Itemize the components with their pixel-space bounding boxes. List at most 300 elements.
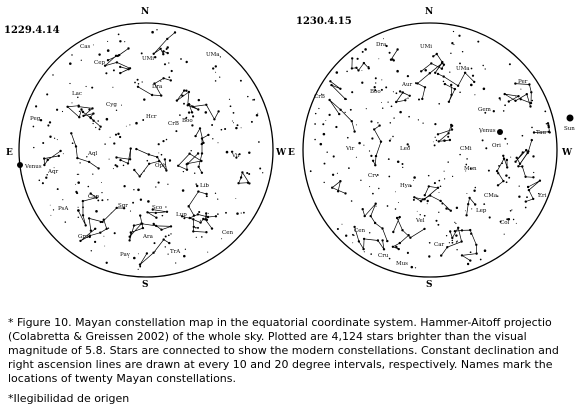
star <box>390 139 391 140</box>
star <box>188 91 190 93</box>
star <box>50 215 51 216</box>
star <box>148 153 150 155</box>
star <box>473 81 475 83</box>
star <box>140 222 142 224</box>
star <box>517 165 519 167</box>
star <box>369 232 370 233</box>
star <box>508 177 510 179</box>
star <box>377 122 378 123</box>
star <box>473 190 475 192</box>
star <box>404 99 406 101</box>
star <box>94 241 96 243</box>
star <box>374 164 376 166</box>
star <box>71 102 72 103</box>
star <box>470 251 472 253</box>
figure-caption: * Figure 10. Mayan constellation map in the equatorial coordinate system. Hammer-Aitoff projectio (Colabretta & Greissen 2002) of the whole sky. Plotted are 4,124 stars brighter than the visual magnitude of 5.8. Stars are connected to show the modern constellations. Constant declination and right ascension lines are drawn at every 10 and 20 degree intervals, respectively. Names mark the locations of twenty Mayan constellations. <box>8 316 559 385</box>
star <box>117 133 119 135</box>
star <box>104 143 105 144</box>
star <box>164 158 166 160</box>
star <box>180 58 182 60</box>
star <box>240 80 242 82</box>
sun-dot-1230 <box>567 115 574 122</box>
star <box>362 248 364 250</box>
constellation-label: Col <box>500 220 510 226</box>
star <box>139 263 141 265</box>
star <box>215 72 216 73</box>
star <box>71 54 72 55</box>
star <box>169 161 170 162</box>
star <box>350 109 352 111</box>
star <box>533 131 535 133</box>
star <box>133 169 135 171</box>
star <box>527 186 529 188</box>
star <box>424 194 426 196</box>
star <box>516 157 518 159</box>
star <box>502 180 504 182</box>
north-label-1229: N <box>141 7 150 17</box>
star <box>174 31 176 33</box>
star <box>371 137 373 139</box>
star <box>151 94 153 96</box>
star <box>108 228 109 229</box>
star <box>392 136 393 137</box>
star <box>241 213 242 214</box>
star <box>191 111 193 113</box>
star <box>482 139 484 141</box>
star <box>107 59 109 61</box>
star <box>211 124 213 126</box>
star <box>62 111 63 112</box>
star <box>451 128 453 130</box>
star <box>392 246 394 248</box>
star <box>339 88 341 90</box>
star <box>247 96 248 97</box>
star <box>389 140 391 142</box>
star <box>93 44 94 45</box>
south-label-1230: S <box>426 280 433 290</box>
star <box>506 159 508 161</box>
star <box>426 200 428 202</box>
star <box>399 111 402 114</box>
star <box>82 111 84 113</box>
constellation-label: TrA <box>170 249 181 255</box>
star <box>119 136 121 138</box>
star <box>457 227 459 229</box>
star <box>215 65 217 67</box>
star <box>504 138 506 140</box>
star <box>342 224 343 225</box>
star <box>434 123 436 125</box>
star <box>258 141 260 143</box>
star <box>199 221 201 223</box>
star <box>357 58 359 60</box>
star <box>215 193 216 194</box>
star <box>373 128 375 130</box>
star <box>449 71 450 72</box>
star <box>402 167 403 168</box>
star <box>79 162 80 163</box>
star <box>79 240 81 242</box>
star <box>364 215 366 217</box>
star <box>42 182 44 184</box>
star <box>506 166 508 168</box>
star <box>396 92 398 94</box>
star <box>330 84 332 86</box>
star <box>143 170 144 171</box>
star <box>398 202 399 203</box>
star <box>485 68 486 69</box>
constellation-label: CrB <box>168 121 179 127</box>
star <box>369 150 370 151</box>
star <box>110 137 111 138</box>
star <box>146 211 148 213</box>
star <box>329 80 331 82</box>
star <box>471 68 473 70</box>
star <box>508 100 510 102</box>
star <box>235 127 237 129</box>
map-date-1230: 1230.4.15 <box>296 16 352 27</box>
star <box>130 231 132 233</box>
star <box>416 82 418 84</box>
star <box>413 196 415 198</box>
star <box>142 81 143 82</box>
star <box>88 217 90 219</box>
star <box>188 205 190 207</box>
star <box>482 65 483 66</box>
star <box>124 41 125 42</box>
star <box>95 127 96 128</box>
star <box>336 71 339 74</box>
star <box>348 167 350 169</box>
star <box>70 132 72 134</box>
star <box>475 187 477 189</box>
star <box>437 224 439 226</box>
star <box>353 130 355 132</box>
star <box>406 98 407 99</box>
star <box>452 242 454 244</box>
star <box>129 67 131 69</box>
star <box>186 169 188 171</box>
star <box>114 232 116 234</box>
star <box>229 99 230 100</box>
star <box>338 113 340 115</box>
constellation-label: Sco <box>152 205 163 211</box>
star <box>224 128 226 130</box>
star <box>197 227 199 229</box>
venus-dot-1230 <box>497 129 503 135</box>
star <box>142 119 144 121</box>
star <box>207 216 209 218</box>
star <box>465 210 466 211</box>
star <box>502 155 504 157</box>
star <box>361 70 362 71</box>
star <box>154 56 156 58</box>
star <box>57 188 59 190</box>
star <box>497 172 499 174</box>
star <box>399 90 401 92</box>
star <box>358 240 360 242</box>
star <box>446 235 447 236</box>
constellation-label: Cen <box>222 230 234 236</box>
star <box>230 105 232 107</box>
star <box>380 141 382 143</box>
star <box>49 121 51 123</box>
venus-label-1230: Venus <box>479 128 496 134</box>
star <box>429 72 431 74</box>
star <box>69 62 72 65</box>
west-label-1229: W <box>276 148 287 158</box>
star <box>318 108 319 109</box>
star <box>363 145 364 146</box>
star <box>462 51 463 52</box>
star <box>77 209 79 211</box>
star <box>200 220 201 221</box>
star <box>499 97 501 99</box>
star <box>381 79 382 80</box>
star <box>47 159 49 161</box>
star <box>460 240 462 242</box>
star <box>369 186 370 187</box>
star <box>158 143 160 145</box>
star <box>424 215 426 217</box>
star <box>185 249 186 250</box>
star <box>133 224 135 226</box>
star <box>346 71 348 73</box>
star <box>138 269 139 270</box>
constellation-label: UMa <box>206 52 220 58</box>
star <box>103 236 104 237</box>
star <box>522 151 524 153</box>
star <box>175 130 177 132</box>
star <box>49 135 51 137</box>
star <box>133 257 136 260</box>
star <box>438 103 440 105</box>
star <box>43 164 45 166</box>
footnote: *Ilegibilidad de origen <box>8 392 130 405</box>
star <box>138 83 140 85</box>
star <box>314 139 316 141</box>
star <box>396 48 398 50</box>
star <box>253 99 255 101</box>
star <box>99 126 101 128</box>
star <box>116 61 118 63</box>
constellation-label: Aur <box>402 82 413 88</box>
star <box>438 180 440 182</box>
star <box>381 89 383 91</box>
constellation-label: CMi <box>460 146 472 152</box>
star <box>533 172 534 173</box>
star <box>532 100 534 102</box>
star <box>357 69 359 71</box>
star <box>119 40 121 42</box>
star <box>500 99 501 100</box>
star <box>162 215 164 217</box>
star <box>207 134 209 136</box>
star <box>548 126 550 128</box>
star <box>130 211 131 212</box>
star <box>232 120 233 121</box>
venus-label-1229: Venus <box>25 164 42 170</box>
star <box>530 91 532 93</box>
star <box>92 173 93 174</box>
star <box>191 124 193 126</box>
star <box>65 221 66 222</box>
star <box>532 198 534 200</box>
star <box>477 41 479 43</box>
star <box>89 116 91 118</box>
star <box>248 151 250 153</box>
star <box>152 252 154 254</box>
star <box>198 166 200 168</box>
star <box>526 196 528 198</box>
star <box>91 250 92 251</box>
star <box>101 221 103 223</box>
star <box>381 227 383 229</box>
star <box>107 199 108 200</box>
star <box>449 139 451 141</box>
star <box>221 238 222 239</box>
star <box>105 72 107 74</box>
star <box>527 150 529 152</box>
constellation-label: Oph <box>155 163 167 169</box>
star <box>434 144 436 146</box>
star <box>428 255 430 257</box>
star <box>344 192 346 194</box>
constellation-label: Cap <box>88 194 100 200</box>
star <box>531 127 533 129</box>
constellation-label: Tau <box>536 130 547 136</box>
star <box>435 137 436 138</box>
star <box>516 223 517 224</box>
star <box>225 212 227 214</box>
star <box>123 185 125 187</box>
star <box>137 189 140 192</box>
star <box>58 155 60 157</box>
star <box>368 67 370 69</box>
star <box>215 215 217 217</box>
star <box>392 231 394 233</box>
star <box>398 248 400 250</box>
star <box>378 58 379 59</box>
star <box>438 140 440 142</box>
star <box>153 223 155 225</box>
star <box>113 69 115 71</box>
star <box>139 175 141 177</box>
star <box>158 152 159 153</box>
star <box>375 155 377 157</box>
star <box>326 151 327 152</box>
star <box>197 108 199 110</box>
star <box>493 110 495 112</box>
star <box>218 142 219 143</box>
star <box>78 105 80 107</box>
star <box>66 106 68 108</box>
star <box>513 219 514 220</box>
star <box>126 126 127 127</box>
star <box>474 94 475 95</box>
constellation-label: UMi <box>420 44 433 50</box>
constellation-label: Hya <box>400 183 412 189</box>
star <box>138 253 139 254</box>
star <box>162 53 164 55</box>
star <box>351 67 353 69</box>
star <box>454 222 455 223</box>
star <box>233 112 235 114</box>
star <box>337 173 338 174</box>
star <box>532 155 534 157</box>
star <box>465 214 467 216</box>
star <box>119 66 121 68</box>
star <box>390 122 391 123</box>
star <box>439 200 441 202</box>
star <box>191 150 192 151</box>
constellation-label: UMa <box>456 66 470 72</box>
star <box>81 60 82 61</box>
star <box>447 132 449 134</box>
star <box>441 61 443 63</box>
star <box>196 237 197 238</box>
star <box>195 183 196 184</box>
star <box>393 91 394 92</box>
star <box>85 224 87 226</box>
star <box>158 182 160 184</box>
star <box>151 31 154 34</box>
star <box>188 111 190 113</box>
star <box>391 105 393 107</box>
constellation-label: Boo <box>182 118 193 124</box>
star <box>183 255 186 258</box>
star <box>455 223 456 224</box>
star <box>168 254 169 255</box>
star <box>415 267 416 268</box>
star <box>207 252 208 253</box>
star <box>459 92 461 94</box>
constellation-label: Mus <box>396 261 408 267</box>
star <box>362 51 364 53</box>
star <box>219 76 220 77</box>
constellation-label: Ori <box>492 143 501 149</box>
star <box>514 161 516 163</box>
star <box>106 262 108 264</box>
star <box>378 188 379 189</box>
star <box>518 195 520 197</box>
star <box>375 77 377 79</box>
star <box>388 176 390 178</box>
constellation-label: Aql <box>88 151 98 157</box>
star <box>443 139 446 142</box>
star <box>446 246 448 248</box>
star <box>103 219 105 221</box>
star <box>78 174 79 175</box>
star <box>42 142 44 144</box>
star <box>530 102 532 104</box>
star <box>402 91 404 93</box>
map-date-1229: 1229.4.14 <box>4 25 60 36</box>
star <box>511 209 512 210</box>
star <box>517 95 519 97</box>
star <box>363 62 365 64</box>
star <box>166 139 168 141</box>
star <box>397 160 400 163</box>
star <box>129 236 131 238</box>
star <box>165 235 167 237</box>
star <box>127 47 129 49</box>
star <box>92 112 94 114</box>
star <box>471 208 472 209</box>
star <box>452 240 454 242</box>
star <box>187 162 189 164</box>
star <box>139 266 141 268</box>
